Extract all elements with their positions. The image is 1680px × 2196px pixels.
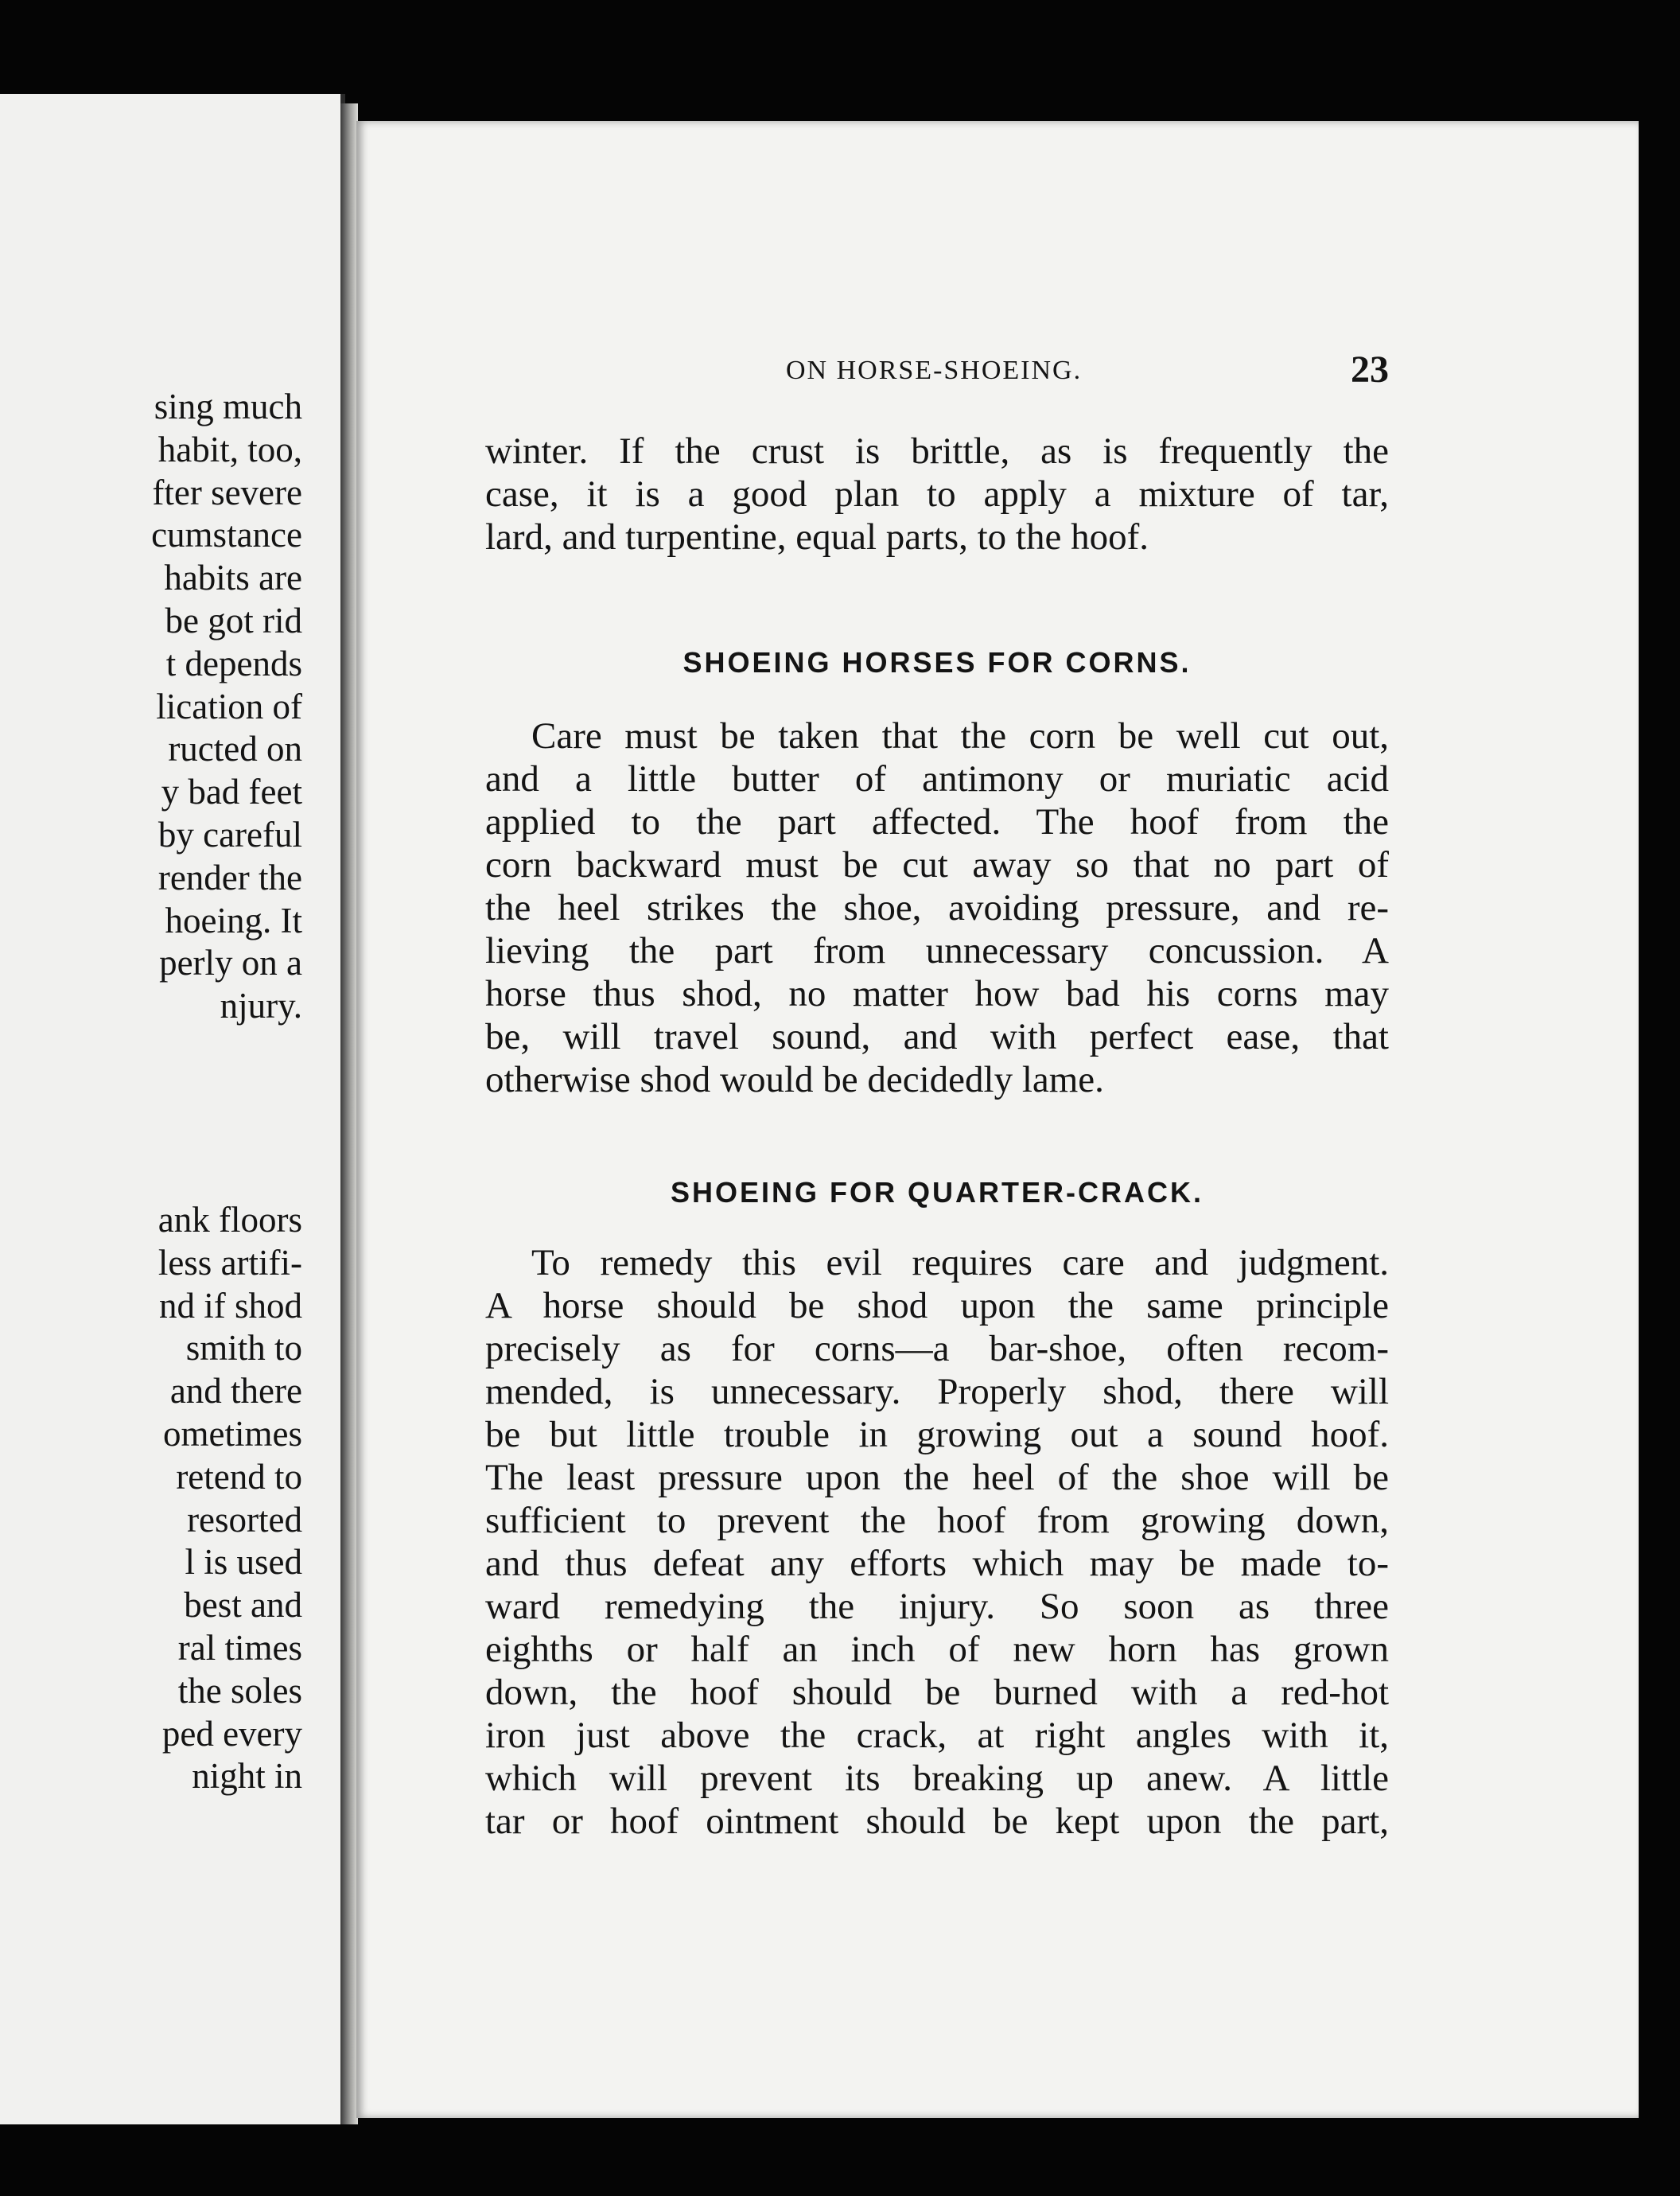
left-line: and there <box>169 1371 302 1411</box>
quarter-crack-paragraph <box>485 1241 1389 1843</box>
left-line: retend to <box>176 1456 302 1497</box>
left-line: night in <box>192 1756 302 1797</box>
text-line: be but little trouble in growing out a sound hoof. <box>485 1414 1389 1455</box>
text-line: tar or hoof ointment should be kept upon the part, <box>485 1801 1389 1842</box>
left-page-gap <box>0 1028 302 1199</box>
left-line: t depends <box>165 643 302 683</box>
left-line: nd if shod <box>159 1285 302 1326</box>
section-heading-corns: SHOEING HORSES FOR CORNS. <box>682 646 1192 679</box>
left-line: ructed on <box>168 729 302 769</box>
left-line: less artifi- <box>158 1242 302 1283</box>
text-line: The least pressure upon the heel of the shoe will be <box>485 1457 1389 1498</box>
left-line: the soles <box>177 1670 302 1711</box>
left-line: y bad feet <box>161 772 302 812</box>
left-line: be got rid <box>165 600 302 640</box>
left-line: ank floors <box>158 1199 302 1240</box>
left-line: habits are <box>164 558 302 598</box>
text-line: winter. If the crust is brittle, as is frequently the <box>485 430 1389 472</box>
section-heading-quarter-crack: SHOEING FOR QUARTER-CRACK. <box>671 1176 1204 1209</box>
text-line: sufficient to prevent the hoof from growing down, <box>485 1500 1389 1541</box>
text-line: lieving the part from unnecessary concussion. A <box>485 930 1389 971</box>
text-line: lard, and turpentine, equal parts, to the hoof. <box>485 516 1149 558</box>
left-line: hoeing. It <box>165 900 302 940</box>
text-line: the heel strikes the shoe, avoiding pressure, and re- <box>485 887 1389 929</box>
text-line: mended, is unnecessary. Properly shod, there will <box>485 1371 1389 1412</box>
left-line: cumstance <box>151 515 302 555</box>
corns-paragraph <box>485 714 1389 1101</box>
left-line: sing much <box>154 387 302 426</box>
left-line: fter severe <box>152 472 302 512</box>
book-gutter <box>340 103 358 2124</box>
page-header <box>356 348 1389 403</box>
running-head: ON HORSE-SHOEING. <box>786 356 1083 385</box>
left-line: perly on a <box>159 943 302 983</box>
left-page-text <box>0 386 302 1798</box>
text-line: applied to the part affected. The hoof from the <box>485 801 1389 843</box>
text-line: Care must be taken that the corn be well cut out, <box>531 715 1389 757</box>
left-page-block-b <box>0 1199 302 1798</box>
left-line: ral times <box>177 1627 302 1668</box>
text-line: and a little butter of antimony or muriatic acid <box>485 758 1389 800</box>
text-line: down, the hoof should be burned with a red-hot <box>485 1672 1389 1713</box>
body-text <box>485 430 1389 1843</box>
left-line: habit, too, <box>158 429 302 469</box>
left-line: lication of <box>156 686 302 726</box>
text-line: corn backward must be cut away so that no part of <box>485 844 1389 886</box>
left-line: ped every <box>161 1713 302 1754</box>
left-line: ometimes <box>163 1413 302 1454</box>
text-line: be, will travel sound, and with perfect ease, that <box>485 1016 1389 1057</box>
page-number: 23 <box>1351 348 1389 391</box>
text-line: horse thus shod, no matter how bad his corns may <box>485 973 1389 1014</box>
right-page <box>356 121 1639 2118</box>
left-line: smith to <box>185 1328 302 1369</box>
text-line: case, it is a good plan to apply a mixture of tar, <box>485 473 1389 515</box>
text-line: precisely as for corns—a bar-shoe, often recom- <box>485 1328 1389 1369</box>
text-line: iron just above the crack, at right angles with it, <box>485 1715 1389 1756</box>
text-line: and thus defeat any efforts which may be made to- <box>485 1543 1389 1584</box>
left-page <box>0 94 345 2124</box>
intro-paragraph <box>485 430 1389 559</box>
text-line: otherwise shod would be decidedly lame. <box>485 1059 1104 1100</box>
left-page-block-a <box>0 386 302 1028</box>
text-line: A horse should be shod upon the same principle <box>485 1285 1389 1326</box>
text-line: eighths or half an inch of new horn has grown <box>485 1629 1389 1670</box>
left-line: l is used <box>185 1542 302 1583</box>
text-line: ward remedying the injury. So soon as three <box>485 1586 1389 1627</box>
left-line: by careful <box>158 814 302 855</box>
left-line: njury. <box>220 986 302 1026</box>
left-line: best and <box>184 1585 302 1626</box>
text-line: which will prevent its breaking up anew. A little <box>485 1758 1389 1799</box>
text-line: To remedy this evil requires care and judgment. <box>531 1242 1389 1283</box>
left-line: resorted <box>187 1499 302 1540</box>
left-line: render the <box>158 857 302 897</box>
